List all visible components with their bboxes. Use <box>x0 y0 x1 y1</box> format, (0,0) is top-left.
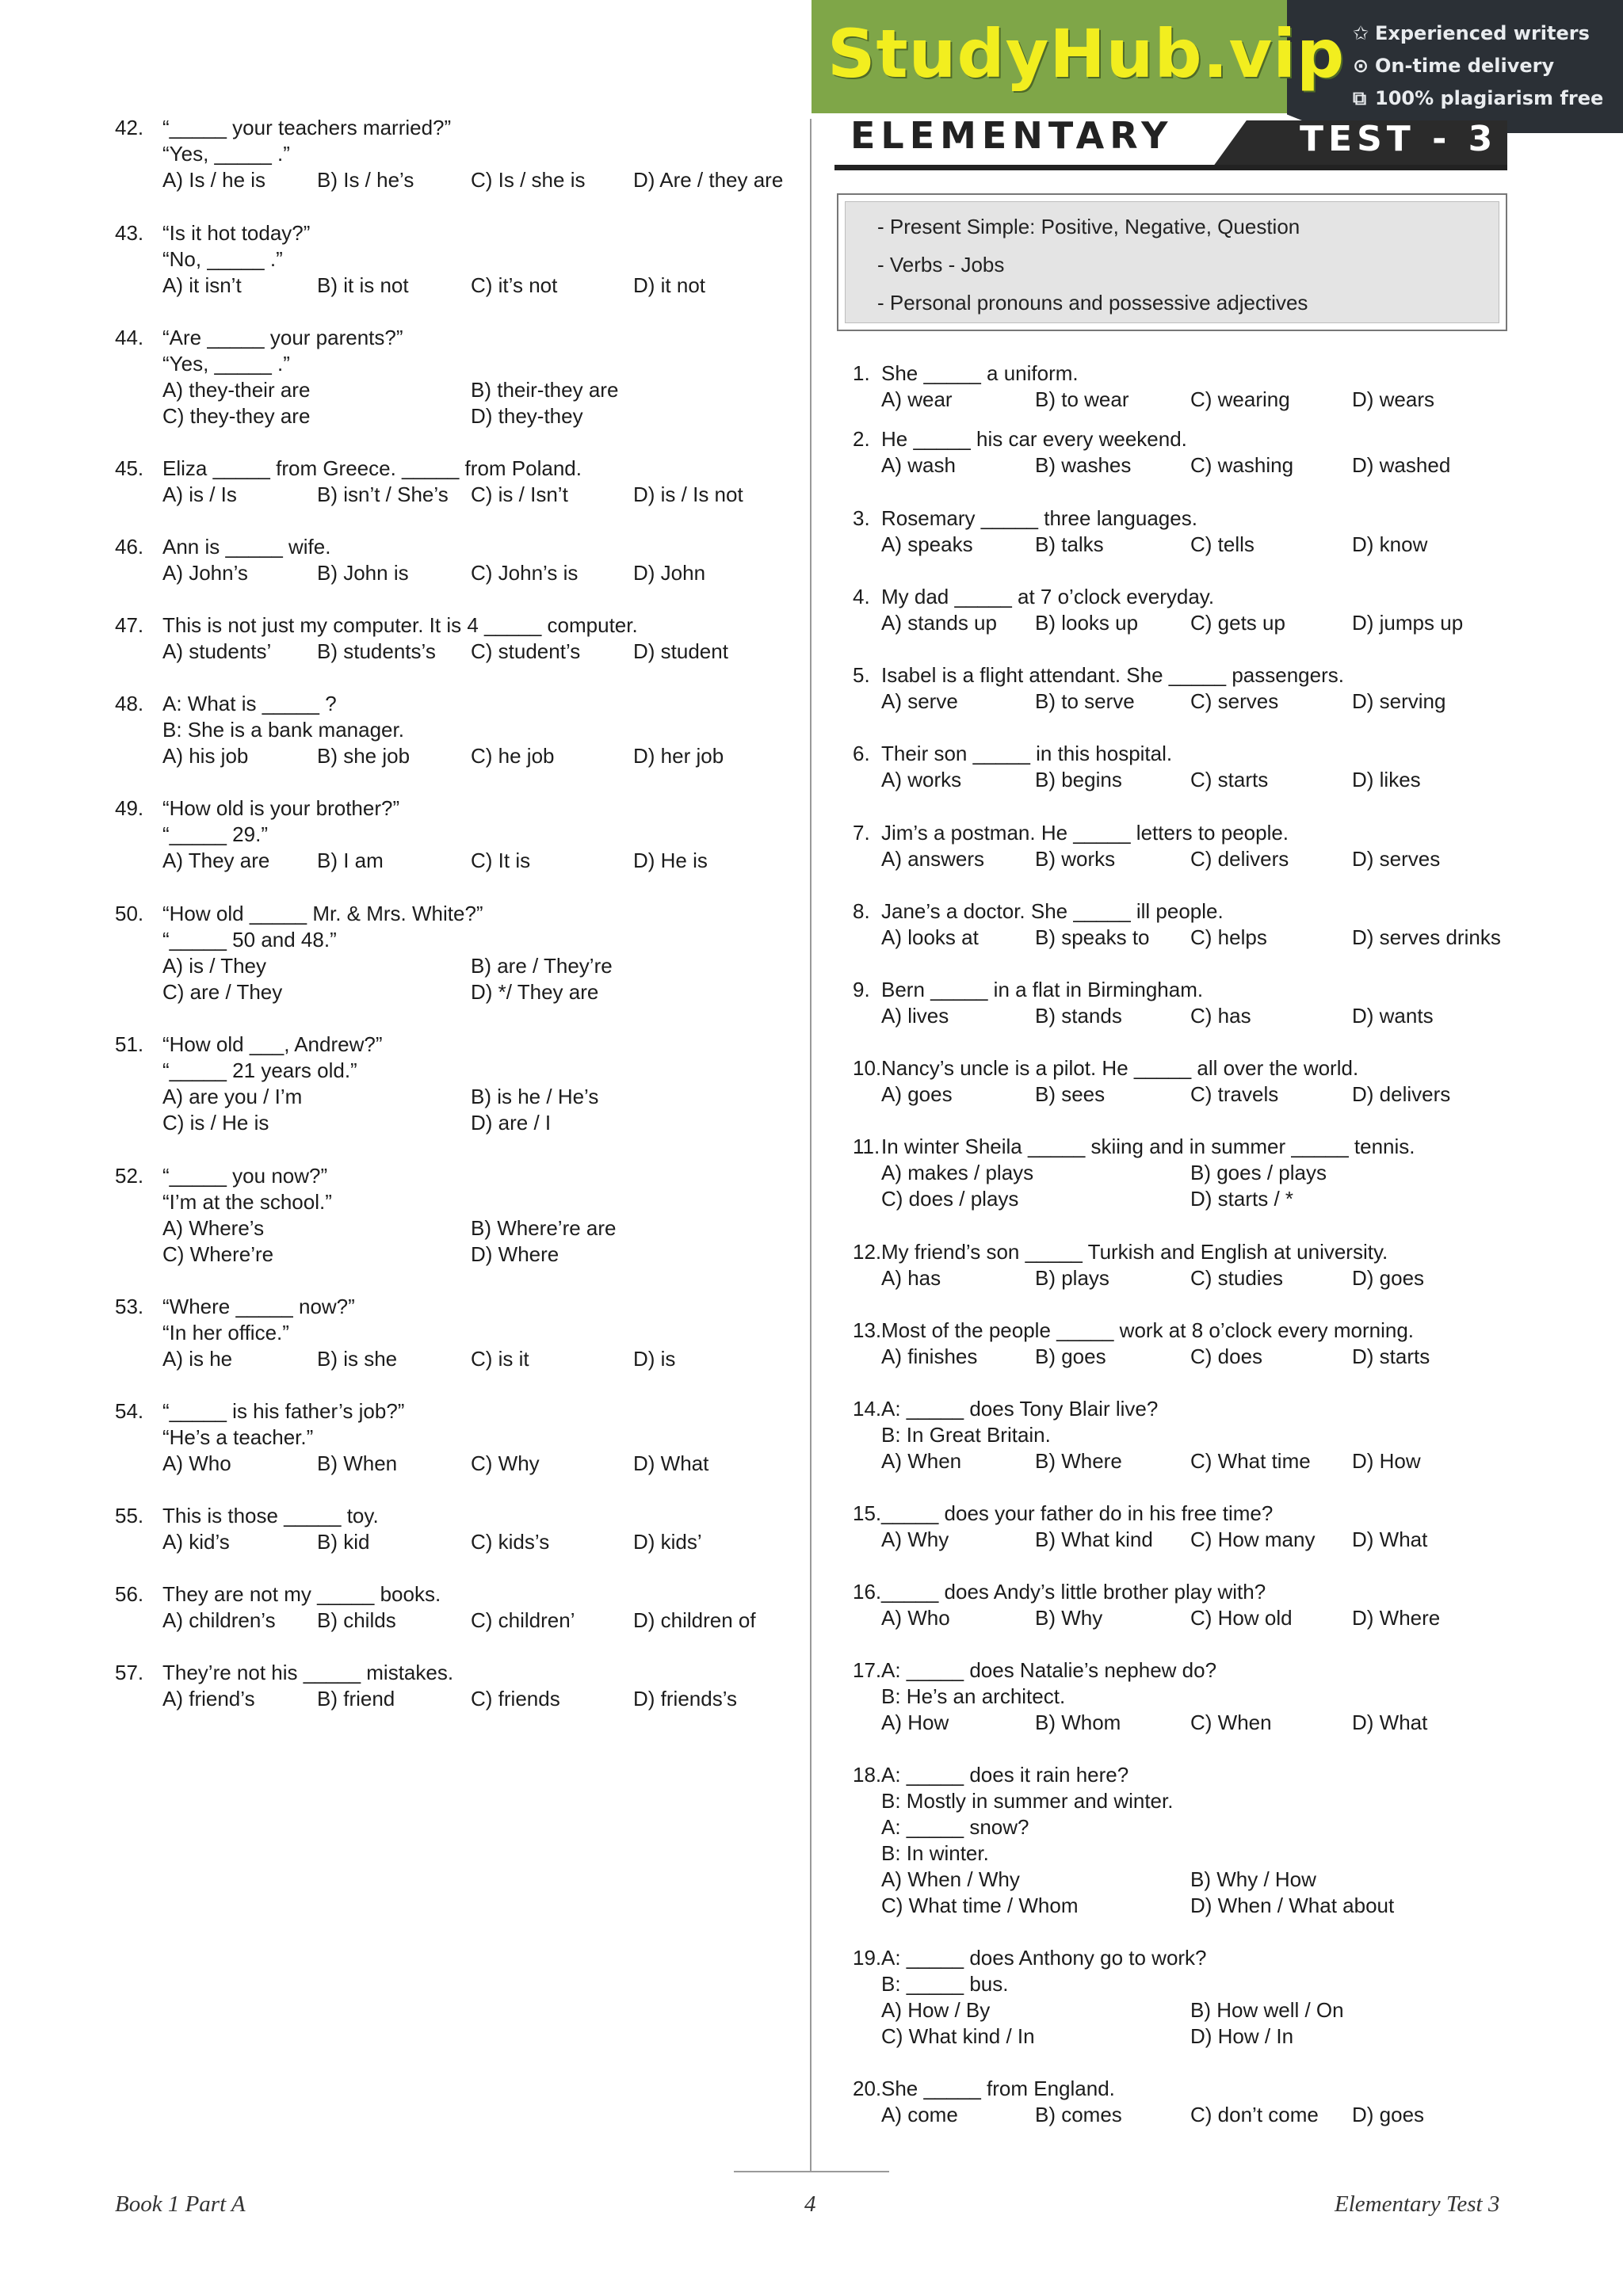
answer-option[interactable]: C) friends <box>471 1687 560 1711</box>
banner-feature-plagiarism: ⧉ 100% plagiarism free <box>1353 87 1604 109</box>
question-number: 7. <box>853 821 870 845</box>
question-text: A: _____ does Anthony go to work? <box>881 1946 1207 1970</box>
answer-option[interactable]: D) When / What about <box>1190 1894 1395 1917</box>
answer-option[interactable]: D) it not <box>633 273 706 297</box>
answer-option[interactable]: C) helps <box>1190 925 1267 949</box>
question-text: My dad _____ at 7 o’clock everyday. <box>881 585 1215 608</box>
question-number: 47. <box>115 613 144 637</box>
answer-option[interactable]: B) to serve <box>1035 689 1135 713</box>
answer-option[interactable]: C) Where’re <box>162 1242 274 1266</box>
answer-option[interactable]: D) What <box>1352 1527 1428 1551</box>
question-number: 20. <box>853 2077 882 2100</box>
answer-option[interactable]: D) How <box>1352 1449 1421 1473</box>
question-text: This is not just my computer. It is 4 _____ computer. <box>162 613 638 637</box>
answer-option[interactable]: A) come <box>881 2103 958 2126</box>
answer-option[interactable]: B) goes <box>1035 1344 1106 1368</box>
answer-option[interactable]: D) is <box>633 1347 676 1371</box>
question-text: B: In winter. <box>881 1841 989 1865</box>
header-rule <box>834 165 1507 170</box>
answer-option[interactable]: C) wearing <box>1190 387 1290 411</box>
answer-option[interactable]: D) wants <box>1352 1004 1434 1028</box>
answer-option[interactable]: A) has <box>881 1266 941 1290</box>
question-number: 1. <box>853 361 870 385</box>
question-text: “He’s a teacher.” <box>162 1425 314 1449</box>
question-text: A: _____ does Natalie’s nephew do? <box>881 1658 1217 1682</box>
answer-option[interactable]: B) is he / He’s <box>471 1085 599 1108</box>
answer-option[interactable]: C) When <box>1190 1711 1272 1734</box>
question-number: 15. <box>853 1501 882 1525</box>
answer-option[interactable]: B) is she <box>317 1347 398 1371</box>
question-number: 42. <box>115 116 144 139</box>
question-text: “_____ 21 years old.” <box>162 1058 357 1082</box>
answer-option[interactable]: D) washed <box>1352 453 1451 477</box>
question-text: He _____ his car every weekend. <box>881 427 1187 451</box>
question-text: _____ does Andy’s little brother play with? <box>881 1580 1266 1604</box>
question-text: “How old _____ Mr. & Mrs. White?” <box>162 902 483 925</box>
answer-option[interactable]: A) When / Why <box>881 1867 1020 1891</box>
question-text: “_____ is his father’s job?” <box>162 1399 405 1423</box>
question-number: 45. <box>115 456 144 480</box>
topic-item: - Personal pronouns and possessive adjectives <box>877 291 1308 315</box>
answer-option[interactable]: A) is he <box>162 1347 233 1371</box>
question-number: 17. <box>853 1658 882 1682</box>
footer-test-label: Elementary Test 3 <box>1335 2191 1500 2217</box>
answer-option[interactable]: D) He is <box>633 849 708 872</box>
answer-option[interactable]: D) starts / * <box>1190 1187 1294 1211</box>
question-text: “Yes, _____ .” <box>162 142 290 166</box>
answer-option[interactable]: C) delivers <box>1190 847 1289 871</box>
answer-option[interactable]: A) children’s <box>162 1608 276 1632</box>
answer-option[interactable]: C) gets up <box>1190 611 1285 635</box>
answer-option[interactable]: A) serve <box>881 689 958 713</box>
banner-feature-writers: ✩ Experienced writers <box>1353 22 1590 44</box>
question-number: 4. <box>853 585 870 608</box>
answer-option[interactable]: B) speaks to <box>1035 925 1150 949</box>
answer-option[interactable]: B) comes <box>1035 2103 1122 2126</box>
question-number: 54. <box>115 1399 144 1423</box>
answer-option[interactable]: B) their-they are <box>471 378 619 402</box>
answer-option[interactable]: C) Why <box>471 1451 540 1475</box>
question-text: They are not my _____ books. <box>162 1582 441 1606</box>
answer-option[interactable]: C) What kind / In <box>881 2024 1035 2048</box>
answer-option[interactable]: C) it’s not <box>471 273 558 297</box>
question-text: “_____ you now?” <box>162 1164 328 1188</box>
answer-option[interactable]: D) jumps up <box>1352 611 1464 635</box>
question-text: Jim’s a postman. He _____ letters to people. <box>881 821 1289 845</box>
answer-option[interactable]: C) How old <box>1190 1606 1293 1630</box>
question-text: B: _____ bus. <box>881 1972 1009 1996</box>
answer-option[interactable]: C) does <box>1190 1344 1263 1368</box>
question-text: In winter Sheila _____ skiing and in summer _____ tennis. <box>881 1135 1415 1158</box>
answer-option[interactable]: C) they-they are <box>162 404 311 428</box>
answer-option[interactable]: C) washing <box>1190 453 1294 477</box>
answer-option[interactable]: B) works <box>1035 847 1116 871</box>
answer-option[interactable]: B) stands <box>1035 1004 1122 1028</box>
answer-option[interactable]: D) John <box>633 561 706 585</box>
answer-option[interactable]: B) Why / How <box>1190 1867 1316 1891</box>
question-text: “_____ your teachers married?” <box>162 116 452 139</box>
answer-option[interactable]: A) Where’s <box>162 1216 265 1240</box>
answer-option[interactable]: A) works <box>881 768 962 791</box>
question-text: A: What is _____ ? <box>162 692 337 715</box>
copy-icon: ⧉ <box>1353 87 1367 109</box>
answer-option[interactable]: A) They are <box>162 849 270 872</box>
question-text: B: Mostly in summer and winter. <box>881 1789 1174 1813</box>
question-text: Jane’s a doctor. She _____ ill people. <box>881 899 1224 923</box>
answer-option[interactable]: D) serves drinks <box>1352 925 1501 949</box>
question-number: 56. <box>115 1582 144 1606</box>
answer-option[interactable]: A) speaks <box>881 532 973 556</box>
column-divider <box>810 119 812 2171</box>
answer-option[interactable]: D) they-they <box>471 404 583 428</box>
answer-option[interactable]: D) Where <box>1352 1606 1441 1630</box>
question-text: “How old ___, Andrew?” <box>162 1032 383 1056</box>
answer-option[interactable]: C) is it <box>471 1347 529 1371</box>
question-number: 10. <box>853 1056 882 1080</box>
answer-option[interactable]: D) delivers <box>1352 1082 1451 1106</box>
answer-option[interactable]: A) When <box>881 1449 962 1473</box>
answer-option[interactable]: A) they-their are <box>162 378 311 402</box>
answer-option[interactable]: C) is / He is <box>162 1111 269 1135</box>
answer-option[interactable]: C) are / They <box>162 980 283 1004</box>
answer-option[interactable]: C) children’ <box>471 1608 575 1632</box>
question-text: “How old is your brother?” <box>162 796 400 820</box>
topic-item: - Verbs - Jobs <box>877 253 1005 277</box>
answer-option[interactable]: A) students’ <box>162 639 272 663</box>
answer-option[interactable]: A) Who <box>881 1606 950 1630</box>
answer-option[interactable]: B) Whom <box>1035 1711 1121 1734</box>
question-text: My friend’s son _____ Turkish and English at university. <box>881 1240 1388 1264</box>
answer-option[interactable]: A) stands up <box>881 611 997 635</box>
answer-option[interactable]: B) kid <box>317 1530 370 1554</box>
answer-option[interactable]: B) sees <box>1035 1082 1106 1106</box>
answer-option[interactable]: C) student’s <box>471 639 581 663</box>
answer-option[interactable]: B) When <box>317 1451 398 1475</box>
question-text: B: He’s an architect. <box>881 1684 1066 1708</box>
answer-option[interactable]: D) goes <box>1352 1266 1425 1290</box>
question-number: 9. <box>853 978 870 1001</box>
answer-option[interactable]: D) How / In <box>1190 2024 1294 2048</box>
question-number: 53. <box>115 1295 144 1318</box>
answer-option[interactable]: B) What kind <box>1035 1527 1153 1551</box>
answer-option[interactable]: B) Why <box>1035 1606 1103 1630</box>
answer-option[interactable]: B) plays <box>1035 1266 1109 1290</box>
question-number: 16. <box>853 1580 882 1604</box>
question-text: Eliza _____ from Greece. _____ from Poland. <box>162 456 582 480</box>
answer-option[interactable]: B) she job <box>317 744 411 768</box>
answer-option[interactable]: B) washes <box>1035 453 1132 477</box>
answer-option[interactable]: D) serves <box>1352 847 1441 871</box>
question-text: She _____ from England. <box>881 2077 1115 2100</box>
answer-option[interactable]: A) goes <box>881 1082 953 1106</box>
question-number: 14. <box>853 1397 882 1421</box>
answer-option[interactable]: A) is / Is <box>162 482 237 506</box>
answer-option[interactable]: C) It is <box>471 849 531 872</box>
answer-option[interactable]: C) has <box>1190 1004 1251 1028</box>
answer-option[interactable]: B) begins <box>1035 768 1122 791</box>
topics-box <box>837 193 1507 331</box>
question-number: 50. <box>115 902 144 925</box>
answer-option[interactable]: A) makes / plays <box>881 1161 1034 1184</box>
star-icon: ✩ <box>1353 22 1369 44</box>
footer-book-label: Book 1 Part A <box>115 2191 246 2217</box>
question-number: 55. <box>115 1504 144 1527</box>
question-number: 18. <box>853 1763 882 1787</box>
question-number: 46. <box>115 535 144 559</box>
question-text: “I’m at the school.” <box>162 1190 332 1214</box>
question-number: 6. <box>853 742 870 765</box>
answer-option[interactable]: B) Where <box>1035 1449 1122 1473</box>
answer-option[interactable]: B) students’s <box>317 639 436 663</box>
level-title: ELEMENTARY <box>850 114 1174 157</box>
answer-option[interactable]: A) answers <box>881 847 985 871</box>
clock-icon: ⊙ <box>1353 55 1369 77</box>
answer-option[interactable]: B) How well / On <box>1190 1998 1344 2022</box>
question-text: Nancy’s uncle is a pilot. He _____ all over the world. <box>881 1056 1359 1080</box>
answer-option[interactable]: A) kid’s <box>162 1530 230 1554</box>
question-text: Their son _____ in this hospital. <box>881 742 1173 765</box>
answer-option[interactable]: C) Is / she is <box>471 168 586 192</box>
answer-option[interactable]: C) How many <box>1190 1527 1316 1551</box>
answer-option[interactable]: C) What time / Whom <box>881 1894 1079 1917</box>
question-text: “Is it hot today?” <box>162 221 311 245</box>
answer-option[interactable]: A) is / They <box>162 954 267 978</box>
answer-option[interactable]: D) likes <box>1352 768 1421 791</box>
answer-option[interactable]: B) looks up <box>1035 611 1139 635</box>
question-number: 51. <box>115 1032 144 1056</box>
answer-option[interactable]: A) his job <box>162 744 249 768</box>
question-text: B: In Great Britain. <box>881 1423 1051 1447</box>
answer-option[interactable]: D) friends’s <box>633 1687 738 1711</box>
question-text: This is those _____ toy. <box>162 1504 379 1527</box>
answer-option[interactable]: D) */ They are <box>471 980 599 1004</box>
answer-option[interactable]: D) is / Is not <box>633 482 743 506</box>
answer-option[interactable]: D) serving <box>1352 689 1446 713</box>
answer-option[interactable]: C) studies <box>1190 1266 1284 1290</box>
answer-option[interactable]: A) wash <box>881 453 956 477</box>
question-text: A: _____ does Tony Blair live? <box>881 1397 1159 1421</box>
question-text: “_____ 50 and 48.” <box>162 928 337 952</box>
question-text: “_____ 29.” <box>162 822 268 846</box>
question-text: A: _____ does it rain here? <box>881 1763 1129 1787</box>
answer-option[interactable]: D) children of <box>633 1608 756 1632</box>
question-text: Most of the people _____ work at 8 o’clock every morning. <box>881 1318 1415 1342</box>
footer-rule <box>734 2171 889 2172</box>
question-text: Isabel is a flight attendant. She _____ passengers. <box>881 663 1344 687</box>
answer-option[interactable]: D) her job <box>633 744 724 768</box>
answer-option[interactable]: D) know <box>1352 532 1428 556</box>
answer-option[interactable]: C) starts <box>1190 768 1269 791</box>
banner-feature-delivery: ⊙ On-time delivery <box>1353 55 1555 77</box>
question-text: Bern _____ in a flat in Birmingham. <box>881 978 1204 1001</box>
answer-option[interactable]: B) Is / he’s <box>317 168 414 192</box>
question-text: They’re not his _____ mistakes. <box>162 1661 454 1684</box>
answer-option[interactable]: D) wears <box>1352 387 1435 411</box>
question-number: 8. <box>853 899 870 923</box>
answer-option[interactable]: B) isn’t / She’s <box>317 482 449 506</box>
answer-option[interactable]: D) What <box>1352 1711 1428 1734</box>
answer-option[interactable]: D) kids’ <box>633 1530 702 1554</box>
answer-option[interactable]: B) are / They’re <box>471 954 613 978</box>
answer-option[interactable]: A) How / By <box>881 1998 991 2022</box>
question-text: “No, _____ .” <box>162 247 283 271</box>
question-text: Ann is _____ wife. <box>162 535 331 559</box>
answer-option[interactable]: A) wear <box>881 387 953 411</box>
answer-option[interactable]: B) goes / plays <box>1190 1161 1327 1184</box>
answer-option[interactable]: D) goes <box>1352 2103 1425 2126</box>
answer-option[interactable]: B) it is not <box>317 273 409 297</box>
topic-item: - Present Simple: Positive, Negative, Question <box>877 215 1300 238</box>
answer-option[interactable]: B) childs <box>317 1608 396 1632</box>
answer-option[interactable]: A) are you / I’m <box>162 1085 303 1108</box>
topics-panel <box>845 201 1499 323</box>
question-number: 44. <box>115 326 144 349</box>
answer-option[interactable]: A) finishes <box>881 1344 978 1368</box>
answer-option[interactable]: D) Are / they are <box>633 168 784 192</box>
answer-option[interactable]: B) I am <box>317 849 384 872</box>
question-text: “In her office.” <box>162 1321 289 1344</box>
answer-option[interactable]: A) John’s <box>162 561 248 585</box>
answer-option[interactable]: D) are / I <box>471 1111 552 1135</box>
question-text: _____ does your father do in his free time? <box>881 1501 1274 1525</box>
answer-option[interactable]: D) What <box>633 1451 709 1475</box>
answer-option[interactable]: B) to wear <box>1035 387 1129 411</box>
answer-option[interactable]: A) Who <box>162 1451 231 1475</box>
answer-option[interactable]: D) Where <box>471 1242 559 1266</box>
answer-option[interactable]: C) kids’s <box>471 1530 550 1554</box>
answer-option[interactable]: A) friend’s <box>162 1687 255 1711</box>
answer-option[interactable]: D) student <box>633 639 728 663</box>
answer-option[interactable]: C) is / Isn’t <box>471 482 568 506</box>
answer-option[interactable]: B) John is <box>317 561 409 585</box>
question-number: 19. <box>853 1946 882 1970</box>
question-text: “Are _____ your parents?” <box>162 326 403 349</box>
answer-option[interactable]: C) tells <box>1190 532 1254 556</box>
answer-option[interactable]: C) don’t come <box>1190 2103 1319 2126</box>
answer-option[interactable]: A) Is / he is <box>162 168 266 192</box>
question-number: 13. <box>853 1318 882 1342</box>
answer-option[interactable]: A) How <box>881 1711 949 1734</box>
answer-option[interactable]: A) Why <box>881 1527 949 1551</box>
answer-option[interactable]: C) he job <box>471 744 555 768</box>
question-number: 5. <box>853 663 870 687</box>
question-number: 43. <box>115 221 144 245</box>
question-number: 2. <box>853 427 870 451</box>
answer-option[interactable]: A) lives <box>881 1004 949 1028</box>
question-number: 48. <box>115 692 144 715</box>
answer-option[interactable]: B) friend <box>317 1687 395 1711</box>
question-number: 52. <box>115 1164 144 1188</box>
answer-option[interactable]: A) it isn’t <box>162 273 242 297</box>
answer-option[interactable]: B) talks <box>1035 532 1104 556</box>
answer-option[interactable]: C) John’s is <box>471 561 579 585</box>
question-text: Rosemary _____ three languages. <box>881 506 1197 530</box>
studyhub-banner[interactable] <box>812 0 1623 133</box>
studyhub-logo[interactable]: StudyHub.vip <box>827 15 1346 93</box>
page-number: 4 <box>804 2191 816 2217</box>
question-text: “Where _____ now?” <box>162 1295 355 1318</box>
answer-option[interactable]: C) does / plays <box>881 1187 1019 1211</box>
answer-option[interactable]: C) serves <box>1190 689 1279 713</box>
question-text: B: She is a bank manager. <box>162 718 404 742</box>
question-number: 49. <box>115 796 144 820</box>
answer-option[interactable]: C) What time <box>1190 1449 1311 1473</box>
question-text: She _____ a uniform. <box>881 361 1079 385</box>
question-number: 3. <box>853 506 870 530</box>
question-number: 57. <box>115 1661 144 1684</box>
answer-option[interactable]: D) starts <box>1352 1344 1430 1368</box>
question-text: A: _____ snow? <box>881 1815 1029 1839</box>
question-number: 12. <box>853 1240 882 1264</box>
question-number: 11. <box>853 1135 880 1158</box>
answer-option[interactable]: A) looks at <box>881 925 979 949</box>
question-text: “Yes, _____ .” <box>162 352 290 376</box>
test-title: TEST - 3 <box>1300 119 1498 159</box>
answer-option[interactable]: C) travels <box>1190 1082 1279 1106</box>
answer-option[interactable]: B) Where’re are <box>471 1216 617 1240</box>
